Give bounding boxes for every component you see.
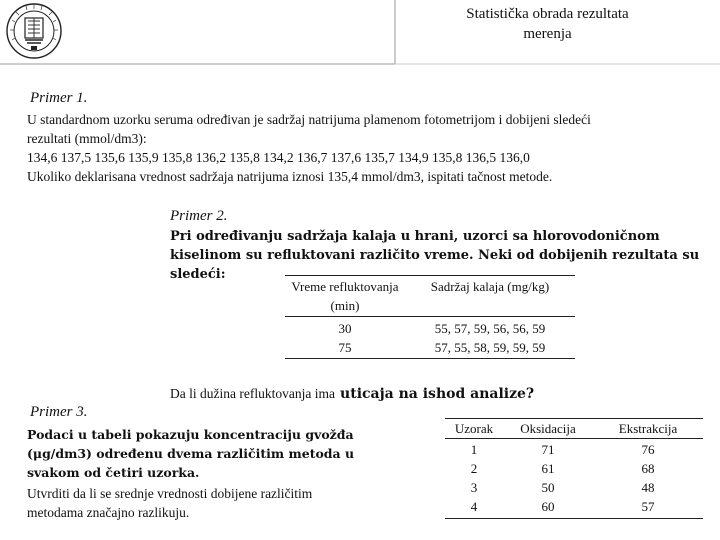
table-row [445,459,703,478]
example3-text [27,425,407,522]
example2-question-part2: uticaja na ishod analize? [340,386,535,402]
table-cell: 3 [470,480,478,495]
example1-line-3: 134,6 137,5 135,6 135,9 135,8 136,2 135,8 134,2 136,7 137,6 135,7 134,9 135,8 136,5 136,0 [27,150,530,165]
table-row [445,478,703,497]
table-cell: 30 [338,321,352,336]
table-row [445,497,703,519]
table-cell: 1 [470,442,478,457]
example1-line-1: U standardnom uzorku seruma određivan je sadržaj natrijuma plamenom fotometrijom i dobijeni sledeći [27,112,591,127]
table-header-row [285,276,575,317]
table-cell: 57, 55, 58, 59, 59, 59 [434,340,546,355]
example3-table [445,418,703,519]
column-header: Ekstrakcija [618,421,678,436]
example1-line-2: rezultati (mmol/dm3): [27,131,147,146]
example2-table [285,275,575,359]
table-cell: 4 [470,499,478,514]
column-header: Sadržaj kalaja (mg/kg) [430,279,550,294]
page-title [380,4,715,44]
example3-line-2: (μg/dm3) određenu dvema različitim metoda u [27,446,355,461]
example3-line-5: metodama značajno razlikuju. [27,505,190,520]
table-cell: 75 [338,340,352,355]
example2-line-3: sledeći: [170,267,226,282]
example3-line-1: Podaci u tabeli pokazuju koncentraciju gvožđa [27,427,354,442]
table-cell: 68 [641,461,655,476]
example2-label: Primer 2. [170,208,228,224]
example2-question-part1: Da li dužina refluktovanja ima [170,386,335,401]
title-line-2: merenja [523,26,572,42]
table-cell: 2 [470,461,478,476]
table-row [445,439,703,460]
table-cell: 57 [641,499,655,514]
example2-line-2: kiselinom su refluktovani različito vreme. Neki od dobijenih rezultata su [170,248,700,263]
example2-question [170,383,534,403]
table-cell: 61 [541,461,555,476]
table-row [285,338,575,359]
table-cell: 55, 57, 59, 56, 56, 59 [434,321,546,336]
table-row [285,317,575,339]
table-cell: 60 [541,499,555,514]
table-header-row [445,419,703,439]
example3-line-4: Utvrditi da li se srednje vrednosti dobijene različitim [27,486,313,501]
example3-line-3: svakom od četiri uzorka. [27,465,200,480]
example3-label: Primer 3. [30,404,88,420]
example1-text [27,110,717,186]
table-cell: 50 [541,480,555,495]
column-header: Vreme refluktovanja (min) [291,279,399,313]
table-cell: 71 [541,442,555,457]
example1-label: Primer 1. [30,90,88,106]
table-cell: 76 [641,442,655,457]
column-header: Oksidacija [520,421,576,436]
example1-line-4: Ukoliko deklarisana vrednost sadržaja natrijuma iznosi 135,4 mmol/dm3, ispitati tačnost metode. [27,169,553,184]
column-header: Uzorak [454,421,494,436]
university-seal-icon [4,2,66,60]
table-cell: 48 [641,480,655,495]
title-line-1: Statistička obrada rezultata [466,6,629,22]
example2-line-1: Pri određivanju sadržaja kalaja u hrani, uzorci sa hlorovodoničnom [170,229,660,244]
